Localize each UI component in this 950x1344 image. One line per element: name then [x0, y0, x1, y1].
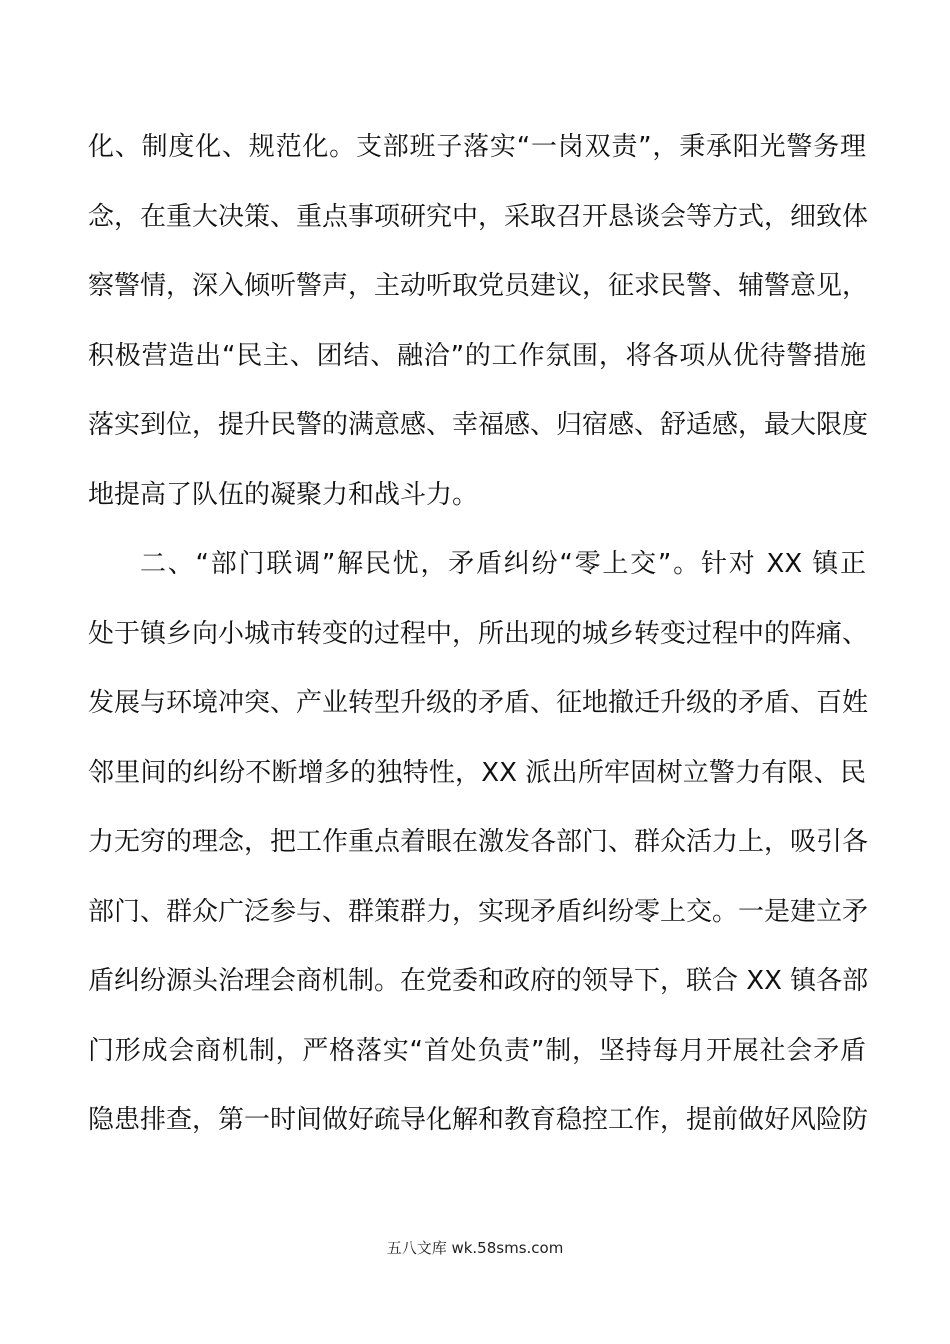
text-line: 盾纠纷源头治理会商机制。在党委和政府的领导下，联合 XX 镇各部 [88, 966, 869, 996]
text-line: 处于镇乡向小城市转变的过程中，所出现的城乡转变过程中的阵痛、 [88, 619, 869, 649]
text-line: 二、“部门联调”解民忧，矛盾纠纷“零上交”。针对 XX 镇正 [140, 549, 866, 579]
footer-watermark: 五八文库 wk.58sms.com [386, 1239, 564, 1257]
text-line: 积极营造出“民主、团结、融洽”的工作氛围，将各项从优待警措施 [88, 341, 866, 371]
text-line: 察警情，深入倾听警声，主动听取党员建议，征求民警、辅警意见， [88, 271, 869, 301]
text-line: 地提高了队伍的凝聚力和战斗力。 [88, 480, 479, 510]
text-line: 落实到位，提升民警的满意感、幸福感、归宿感、舒适感，最大限度 [88, 410, 869, 440]
text-line: 门形成会商机制，严格落实“首处负责”制，坚持每月开展社会矛盾 [88, 1036, 866, 1066]
text-line: 化、制度化、规范化。支部班子落实“一岗双责”，秉承阳光警务理 [88, 132, 866, 162]
text-line: 部门、群众广泛参与、群策群力，实现矛盾纠纷零上交。一是建立矛 [88, 897, 869, 927]
text-line: 邻里间的纠纷不断增多的独特性，XX 派出所牢固树立警力有限、民 [88, 758, 866, 788]
text-line: 力无穷的理念，把工作重点着眼在激发各部门、群众活力上，吸引各 [88, 827, 869, 857]
text-line: 隐患排查，第一时间做好疏导化解和教育稳控工作，提前做好风险防 [88, 1105, 869, 1135]
text-line: 念，在重大决策、重点事项研究中，采取召开恳谈会等方式，细致体 [88, 202, 869, 232]
text-line: 发展与环境冲突、产业转型升级的矛盾、征地撤迁升级的矛盾、百姓 [88, 688, 869, 718]
